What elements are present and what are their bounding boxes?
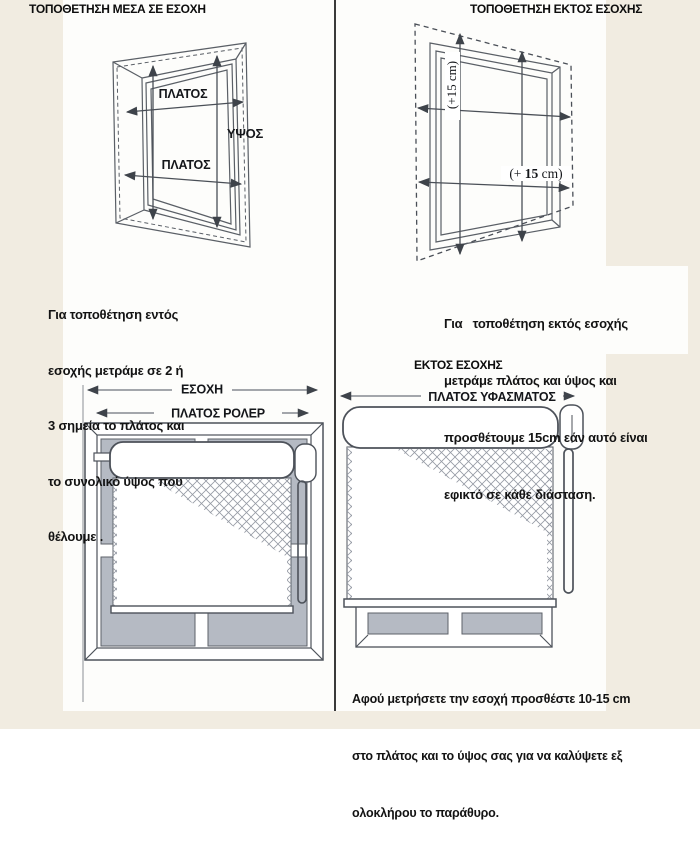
sash-panel (368, 613, 448, 634)
note-inside-recess (48, 269, 184, 584)
diagram-window-inside-recess (80, 28, 285, 268)
width-label-bottom: ΠΛΑΤΟΣ (161, 158, 211, 172)
heading-outside-recess-bottom: ΕΚΤΟΣ ΕΣΟΧΗΣ (414, 358, 503, 372)
bottom-bar (111, 606, 293, 613)
control-unit (295, 444, 316, 482)
note-measure-add (352, 652, 630, 861)
title-outside-recess: ΤΟΠΟΘΕΤΗΣΗ ΕΚΤΟΣ ΕΣΟΧΗΣ (470, 2, 643, 16)
bottom-bar (344, 599, 556, 607)
height-plus-label: (+15 cm) (444, 60, 459, 110)
recess-label: ΕΣΟΧΗ (181, 382, 223, 397)
note-line: μετράμε πλάτος και ύψος και (444, 373, 617, 388)
height-label: ΥΨΟΣ (226, 126, 264, 141)
note-line: προσθέτουμε 15cm εάν αυτό είναι (444, 430, 648, 445)
note-line: 3 σημεία το πλάτος και (48, 418, 185, 433)
title-inside-recess: ΤΟΠΟΘΕΤΗΣΗ ΜΕΣΑ ΣΕ ΕΣΟΧΗ (29, 2, 206, 16)
note-line: θέλουμε . (48, 529, 104, 544)
window-bottom (356, 603, 552, 647)
window-recess-outline (113, 43, 250, 247)
fabric-edge (287, 478, 291, 606)
width-label-top: ΠΛΑΤΟΣ (158, 87, 208, 101)
diagram-window-outside-recess (400, 20, 605, 270)
width-arrow-bottom (125, 175, 241, 184)
width-plus-prefix: (+ (509, 166, 525, 181)
width-plus-label (509, 166, 562, 181)
width-arrow-top (127, 102, 243, 112)
fabric-width-label: ΠΛΑΤΟΣ ΥΦΑΣΜΑΤΟΣ (428, 390, 556, 404)
note-outside-recess (444, 276, 648, 542)
width-plus-suffix: cm) (538, 166, 563, 181)
note-line: Για τοποθέτηση εντός (48, 307, 179, 322)
fabric-edge (347, 447, 352, 599)
note-line: το συνολικό ύψος που (48, 473, 183, 489)
note-line: στο πλάτος και το ύψος σας για να καλύψετε εξ (352, 749, 623, 763)
width-plus-number: 15 (524, 166, 539, 181)
sash-panel (462, 613, 542, 634)
note-line: ολοκλήρου το παράθυρο. (352, 806, 499, 820)
roller-width-label: ΠΛΑΤΟΣ ΡΟΛΕΡ (171, 406, 265, 421)
note-line: εσοχής μετράμε σε 2 ή (48, 362, 184, 378)
note-line: Για τοποθέτηση εκτός εσοχής (444, 316, 628, 331)
note-line: εφικτό σε κάθε διάσταση. (444, 487, 596, 502)
note-line: Αφού μετρήσετε την εσοχή προσθέστε 10-15 cm (352, 692, 631, 706)
